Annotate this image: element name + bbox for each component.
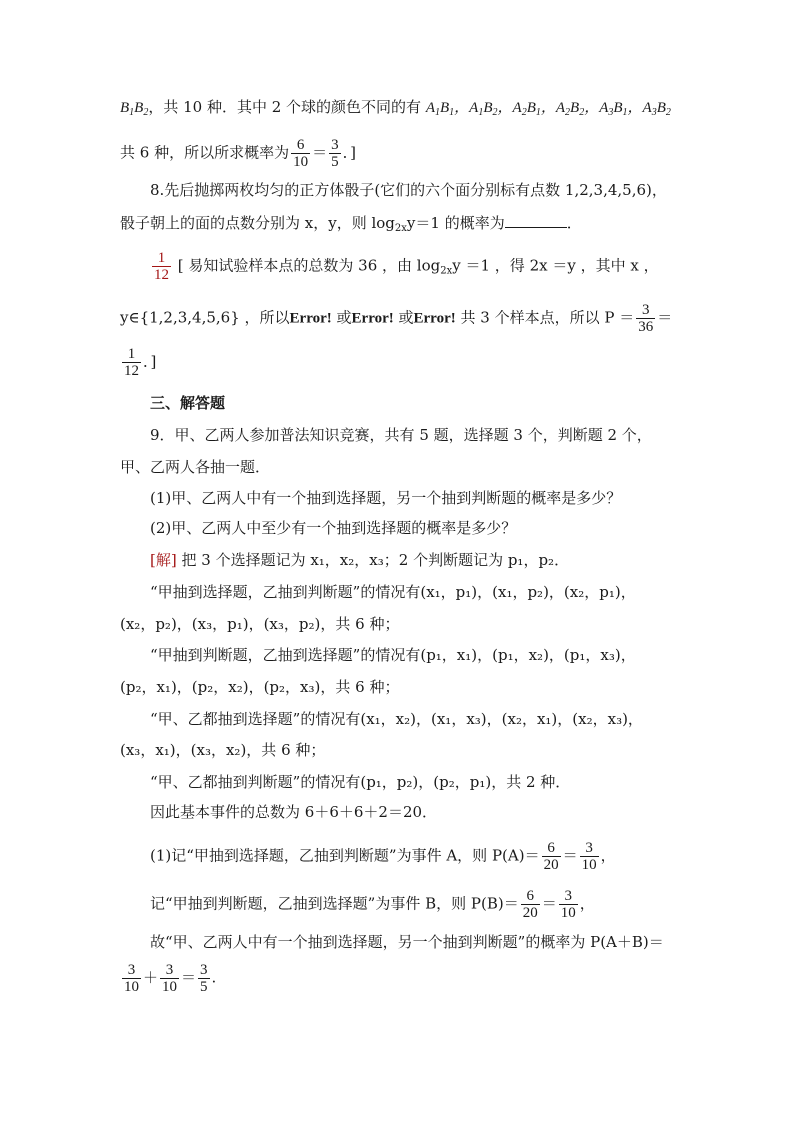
fraction-3-5: $\frac{3}{5}$ [331,137,339,170]
conclusion-line: 故“甲、乙两人中有一个抽到选择题，另一个抽到判断题”的概率为 P(A＋B)＝ [150,933,664,951]
error-text-3: Error! [413,310,456,327]
prev-text-a: ，共 10 种．其中 2 个球的颜色不同的有 [148,98,426,116]
fraction-6-20-a: $\frac{6}{20}$ [543,840,559,873]
error-text-2: Error! [351,310,394,327]
q9-line-2: 甲、乙两人各抽一题． [120,458,271,476]
prev-line-2: 共 6 种，所以所求概率为 $\frac{6}{10}$ ＝ $\frac{3}{5}$ ．] [120,137,356,170]
fraction-6-20-b: $\frac{6}{20}$ [522,888,538,921]
fraction-3-10-a: $\frac{3}{10}$ [581,840,597,873]
fraction-3-10-b: $\frac{3}{10}$ [560,888,576,921]
answer-fraction: $\frac{1}{12}$ [154,250,169,283]
q8-line-2: 骰子朝上的面的点数分别为 x，y，则 $\log_{2x}y=1$ 的概率为 ． [120,214,582,234]
case-1-line-a: “甲抽到选择题，乙抽到判断题”的情况有(x₁，p₁)，(x₁，p₂)，(x₂，p₁)， [150,583,636,601]
pair-list: $A_1B_1$，$A_1B_2$，$A_2B_1$，$A_2B_2$，$A_3B_1$，$A_3B_2$ [425,100,671,118]
fraction-3-5-final: $\frac{3}{5}$ [200,962,208,995]
case-3-line-b: (x₃，x₁)，(x₃，x₂)，共 6 种； [120,741,326,759]
case-2-line-a: “甲抽到判断题，乙抽到选择题”的情况有(p₁，x₁)，(p₁，x₂)，(p₁，x₃)， [150,646,636,664]
fraction-6-10: $\frac{6}{10}$ [293,137,309,170]
q9-sub-2: (2)甲、乙两人中至少有一个抽到选择题的概率是多少？ [150,519,517,537]
q8-answer-line-3: $\frac{1}{12}$ ．] [124,346,157,379]
section-heading: 三、解答题 [150,394,226,412]
fraction-3-10-d: $\frac{3}{10}$ [162,962,178,995]
fraction-3-10-c: $\frac{3}{10}$ [124,962,139,995]
q8-line-1: 8.先后抛掷两枚均匀的正方体骰子(它们的六个面分别标有点数 1,2,3,4,5,6)， [150,181,667,199]
total-line: 因此基本事件的总数为 6＋6＋6＋2＝20． [150,803,438,821]
final-result-line: $\frac{3}{10}$ ＋ $\frac{3}{10}$ ＝ $\frac{3}{5}$ . [124,962,217,995]
solution-intro: [解] 把 3 个选择题记为 x₁，x₂，x₃；2 个判断题记为 p₁，p₂． [150,551,570,569]
q9-line-1: 9．甲、乙两人参加普法知识竞赛，共有 5 题，选择题 3 个，判断题 2 个， [150,426,652,444]
solution-label: [解] [150,551,177,569]
q9-sub-1: (1)甲、乙两人中有一个抽到选择题，另一个抽到判断题的概率是多少？ [150,489,622,507]
answer-blank [505,213,567,228]
case-3-line-a: “甲、乙都抽到选择题”的情况有(x₁，x₂)，(x₁，x₃)，(x₂，x₁)，(x₂，x₃)， [150,710,643,728]
q8-answer-line-2: y∈{1,2,3,4,5,6} ，所以Error! 或Error! 或Error! 共 3 个样本点，所以 P ＝ $\frac{3}{36}$ ＝ [120,302,673,335]
fraction-3-36: $\frac{3}{36}$ [638,302,654,335]
prev-text-b: 共 6 种，所以所求概率为 [120,143,290,162]
var-b1b2: $B_1B_2$ [120,100,149,118]
prev-line-1 [120,97,671,118]
event-a-line: (1)记“甲抽到选择题，乙抽到判断题”为事件 A，则 P(A)＝ $\frac{6}{20}$ ＝ $\frac{3}{10}$ ， [150,840,616,873]
error-text-1: Error! [289,310,332,327]
case-1-line-b: (x₂，p₂)，(x₃，p₁)，(x₃，p₂)，共 6 种； [120,615,400,633]
fraction-1-12: $\frac{1}{12}$ [124,346,139,379]
case-4-line: “甲、乙都抽到判断题”的情况有(p₁，p₂)，(p₂，p₁)，共 2 种． [150,773,571,791]
q8-answer-line-1: $\frac{1}{12}$ [ 易知试验样本点的总数为 36 ，由 $\log_{2x}y =1$ ，得 2x ＝y ，其中 x ， [154,250,659,283]
case-2-line-b: (p₂，x₁)，(p₂，x₂)，(p₂，x₃)，共 6 种； [120,678,400,696]
event-b-line: 记“甲抽到判断题，乙抽到选择题”为事件 B，则 P(B)＝ $\frac{6}{20}$ ＝ $\frac{3}{10}$ ， [150,888,595,921]
